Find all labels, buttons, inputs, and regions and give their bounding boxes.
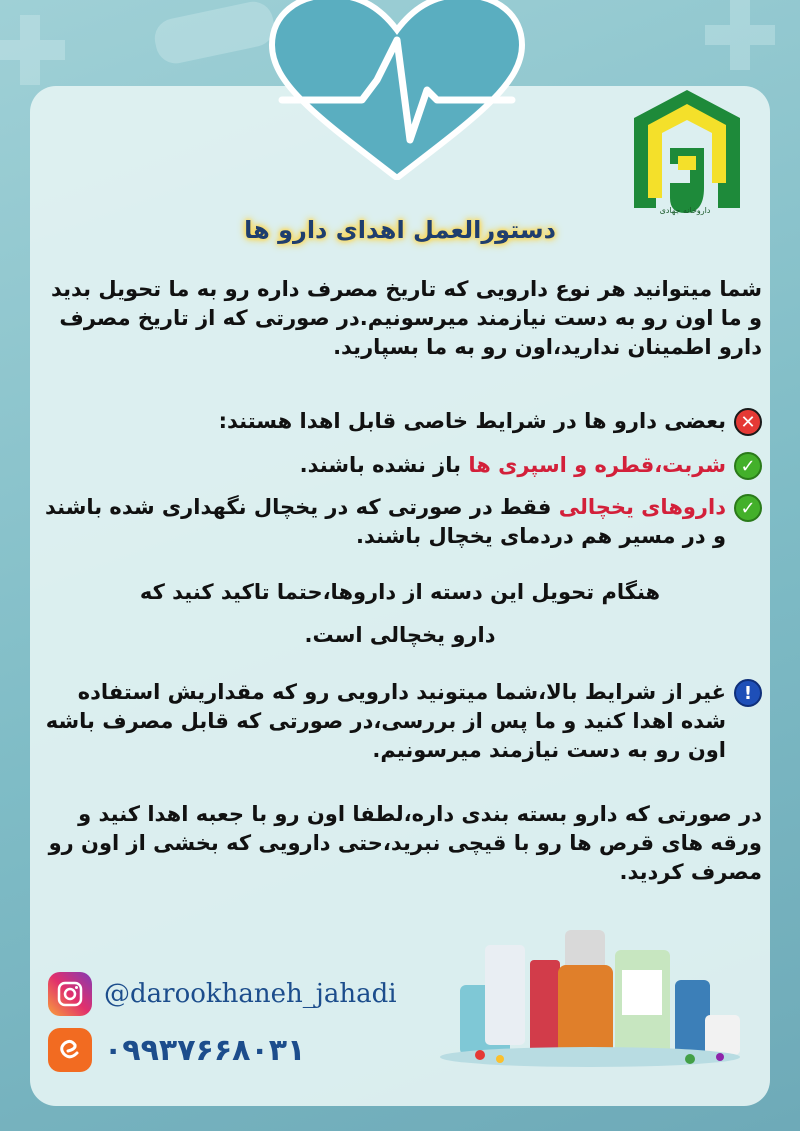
- condition-item-1-rest: باز نشده باشند.: [299, 453, 469, 477]
- instagram-icon: [48, 972, 92, 1016]
- background-cross-icon: [0, 10, 70, 90]
- condition-item-2-text: [38, 493, 726, 551]
- instagram-contact[interactable]: [48, 972, 397, 1016]
- info-text: غیر از شرایط بالا،شما میتونید دارویی رو که مقداریش استفاده شده اهدا کنید و ما پس از بررسی،در صورتی که قابل مصرف باشه اون رو به دست نیازمند میرسونیم.: [45, 680, 726, 762]
- check-icon: ✓: [734, 494, 762, 522]
- instagram-handle[interactable]: @darookhaneh_jahadi: [104, 979, 397, 1009]
- phone-contact[interactable]: [48, 1028, 305, 1072]
- condition-item-1: [300, 451, 762, 480]
- condition-item-1-highlight: شربت،قطره و اسپری ها: [468, 453, 726, 477]
- refrigerated-note-line-1: هنگام تحویل این دسته از داروها،حتما تاکید کنید که: [139, 580, 661, 604]
- condition-item-2-highlight: داروهای یخچالی: [558, 495, 726, 519]
- exclamation-icon: !: [734, 679, 762, 707]
- info-row: [38, 678, 762, 765]
- phone-number[interactable]: ۰۹۹۳۷۶۶۸۰۳۱: [104, 1032, 306, 1068]
- conditions-heading: بعضی دارو ها در شرایط خاصی قابل اهدا هستند:: [218, 409, 726, 433]
- heart-pulse-icon: [262, 0, 532, 180]
- page-title: دستورالعمل اهدای دارو ها: [244, 216, 556, 244]
- x-mark-icon: ✕: [734, 408, 762, 436]
- refrigerated-note-line-2: دارو یخچالی است.: [304, 623, 496, 647]
- packaging-paragraph: در صورتی که دارو بسته بندی داره،لطفا اون رو با جعبه اهدا کنید و ورقه های قرص ها رو با قیچی نبرید،حتی دارویی که بخشی از اون رو مصرف کردید.: [48, 802, 762, 884]
- condition-item-2-rest: فقط در صورتی که در یخچال نگهداری شده باشند و در مسیر هم دردمای یخچال باشند.: [45, 495, 726, 548]
- logo-caption: داروخانه جهادی: [659, 206, 711, 215]
- background-bandage-icon: [150, 0, 280, 70]
- pharmacy-logo: [630, 88, 745, 223]
- eitaa-icon: [48, 1028, 92, 1072]
- check-icon: ✓: [734, 452, 762, 480]
- conditions-heading-row: [219, 407, 762, 436]
- background-cross-icon: [690, 0, 790, 80]
- condition-item-2: [38, 493, 762, 551]
- condition-item-1-text: [300, 451, 726, 480]
- medicines-illustration: [440, 925, 750, 1070]
- intro-paragraph: شما میتوانید هر نوع دارویی که تاریخ مصرف داره رو به ما تحویل بدید و ما اون رو به دست نیازمند میرسونیم.در صورتی که از تاریخ مصرف دارو اطمینان ندارید،اون رو به ما بسپارید.: [51, 277, 762, 359]
